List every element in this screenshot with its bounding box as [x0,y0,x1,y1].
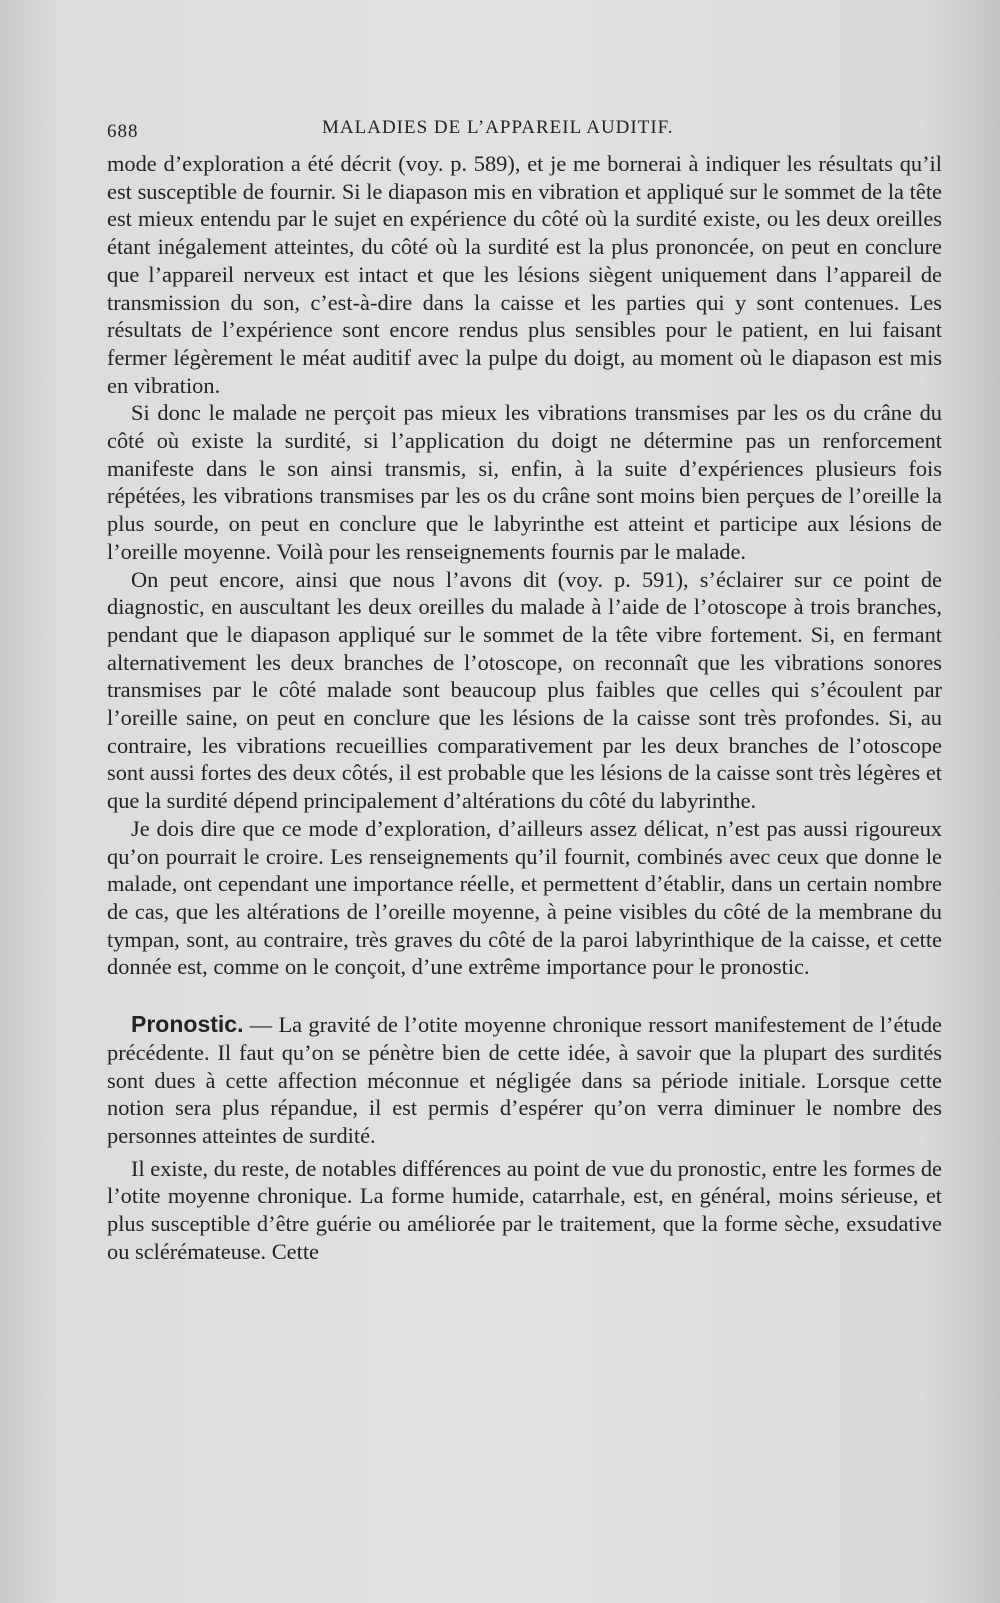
paragraph-1: mode d’exploration a été décrit (voy. p. 589), et je me bornerai à indiquer les résultats qu’il est susceptible de fournir. Si le diapason mis en vibration et appliqué sur le sommet de la tête est mieux entendu par le sujet en expérience du côté où la surdité existe, ou les deux oreilles étant inégalement atteintes, du côté où la surdité est la plus prononcée, on peut en conclure que l’appareil nerveux est intact et que les lésions siègent uniquement dans l’appareil de transmission du son, c’est-à-dire dans la caisse et les parties qui y sont contenues. Les résultats de l’expérience sont encore rendus plus sensibles pour le patient, en lui faisant fermer légèrement le méat auditif avec la pulpe du doigt, au moment où le diapason est mis en vibration. [107,151,942,398]
pronostic-lead-text: — La gravité de l’otite moyenne chronique ressort manifestement de l’étude précédente. Il faut qu’on se pénètre bien de cette idée, à savoir que la plupart des surdités sont dues à cette affection méconnue et négligée dans sa période initiale. Lorsque cette notion sera plus répandue, il est permis d’espérer qu’on verra diminuer le nombre des personnes atteintes de surdité. [107,1012,942,1148]
paragraph-6: Il existe, du reste, de notables différences au point de vue du pronostic, entre les formes de l’otite moyenne chronique. La forme humide, catarrhale, est, en général, moins sérieuse, et plus susceptible d’être guérie ou améliorée par le traitement, que la forme sèche, exsudative ou sclérémateuse. Cette [107,1155,942,1264]
running-head: MALADIES DE L’APPAREIL AUDITIF. [322,117,674,138]
pronostic-paragraph [107,1011,942,1150]
paragraph-2: Si donc le malade ne perçoit pas mieux les vibrations transmises par les os du crâne du côté où existe la surdité, si l’application du doigt ne détermine pas un renforcement manifeste dans le son ainsi transmis, si, enfin, à la suite d’expériences plusieurs fois répétées, les vibrations transmises par les os du crâne sont moins bien perçues de l’oreille la plus sourde, on peut en conclure que le labyrinthe est atteint et participe aux lésions de l’oreille moyenne. Voilà pour les renseignements fournis par le malade. [107,400,942,564]
page-header [107,117,937,147]
section-heading-pronostic: Pronostic. [131,1011,244,1038]
paragraph-3: On peut encore, ainsi que nous l’avons dit (voy. p. 591), s’éclairer sur ce point de diagnostic, en auscultant les deux oreilles du malade à l’aide de l’otoscope à trois branches, pendant que le diapason appliqué sur le sommet de la tête vibre fortement. Si, en fermant alternativement les deux branches de l’otoscope, on reconnaît que les vibrations sonores transmises par le côté malade sont beaucoup plus faibles que celles qui s’écoulent par l’oreille saine, on peut en conclure que les lésions de la caisse sont très profondes. Si, au contraire, les vibrations recueillies comparativement par les deux branches de l’otoscope sont aussi fortes des deux côtés, il est probable que les lésions de la caisse sont très légères et que la surdité dépend principalement d’altérations du côté du labyrinthe. [107,566,942,814]
page-number: 688 [107,121,139,142]
paragraph-4: Je dois dire que ce mode d’exploration, d’ailleurs assez délicat, n’est pas aussi rigoureux qu’on pourrait le croire. Les renseignements qu’il fournit, combinés avec ceux que donne le malade, ont cependant une importance réelle, et permettent d’établir, dans un certain nombre de cas, que les altérations de l’oreille moyenne, à peine visibles du côté de la membrane du tympan, sont, au contraire, très graves du côté de la paroi labyrinthique de la caisse, et cette donnée est, comme on le conçoit, d’une extrême importance pour le pronostic. [107,815,942,980]
body-text [107,150,942,1265]
